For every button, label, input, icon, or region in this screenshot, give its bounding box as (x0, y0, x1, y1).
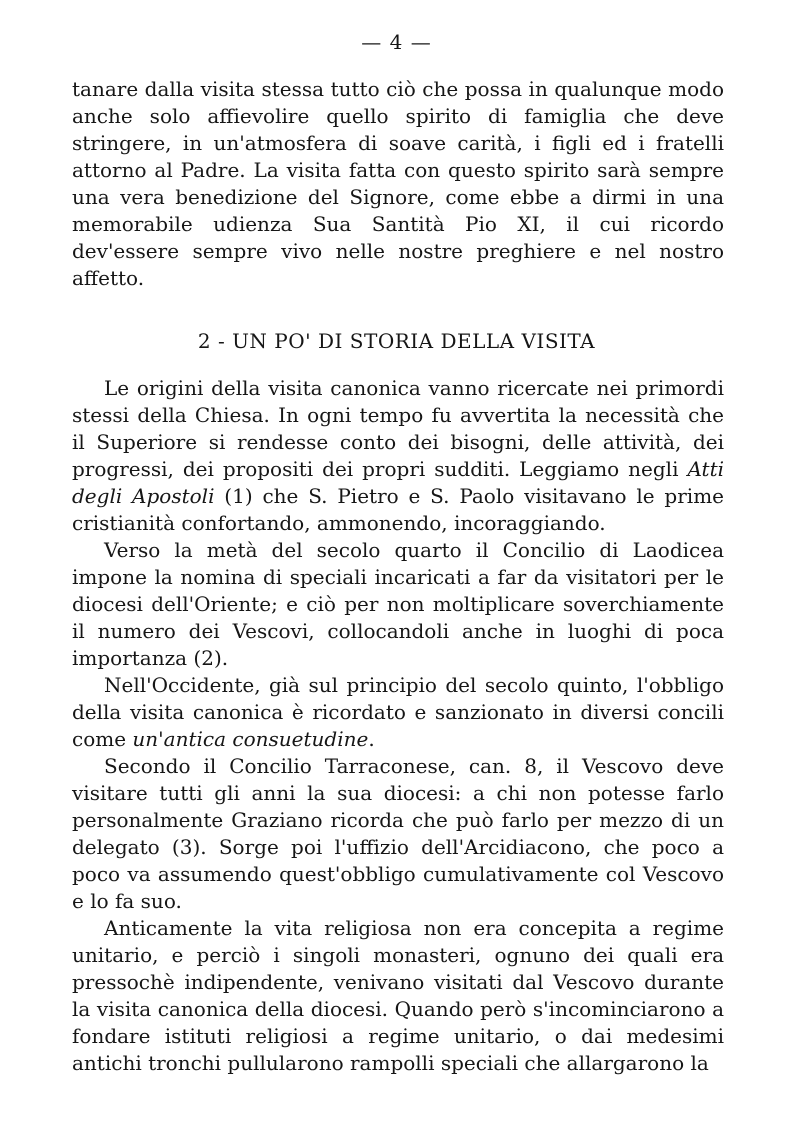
page-number: — 4 — (361, 30, 432, 54)
paragraph-origins (72, 375, 724, 537)
paragraph-laodicea: Verso la metà del secolo quarto il Concilio di Laodicea impone la nomina di speciali incaricati a far da visitatori per le diocesi dell'Oriente; e ciò per non moltiplicare soverchiamente il numero dei Vescovi, collocandoli anche in luoghi di poca importanza (2). (72, 538, 724, 670)
intro-paragraph: tanare dalla visita stessa tutto ciò che possa in qualunque modo anche solo affievolire quello spirito di famiglia che deve stringere, in un'atmosfera di soave carità, i figli ed i fratelli attorno al Padre. La visita fatta con questo spirito sarà sempre una vera benedizione del Signore, come ebbe a dirmi in una memorabile udienza Sua Santità Pio XI, il cui ricordo dev'essere sempre vivo nelle nostre preghiere e nel nostro affetto. (72, 77, 724, 290)
section-heading: 2 - UN PO' DI STORIA DELLA VISITA (197, 329, 596, 353)
paragraph-occidente (72, 672, 724, 753)
section-body (72, 375, 724, 1077)
book-title-italic: Atti degli Apostoli (72, 457, 724, 508)
paragraph-occidente-text-b: . (368, 727, 375, 751)
paragraph-origins-text-a: Le origini della visita canonica vanno ricercate nei primordi stessi della Chiesa. In ogni tempo fu avvertita la necessità che il Superiore si rendesse conto dei bisogni, delle attività, dei progressi, dei propositi dei propri sudditi. Leggiamo negli (72, 376, 724, 481)
paragraph-vita-religiosa: Anticamente la vita religiosa non era concepita a regime unitario, e perciò i singoli monasteri, ognuno dei quali era pressochè indipendente, venivano visitati dal Vescovo durante la visita canonica della diocesi. Quando però s'incominciarono a fondare istituti religiosi a regime unitario, o dai medesimi antichi tronchi pullularono rampolli speciali che allargarono la (72, 916, 724, 1075)
paragraph-tarraconese: Secondo il Concilio Tarraconese, can. 8, il Vescovo deve visitare tutti gli anni la sua diocesi: a chi non potesse farlo personalmente Graziano ricorda che può farlo per mezzo di un delegato (3). Sorge poi l'uffizio dell'Arcidiacono, che poco a poco va assumendo quest'obbligo cumulativamente col Vescovo e lo fa suo. (72, 754, 724, 913)
paragraph-occidente-text-a: Nell'Occidente, già sul principio del secolo quinto, l'obbligo della visita canonica è ricordato e sanzionato in diversi concili come (72, 673, 724, 751)
paragraph-origins-text-b: (1) che S. Pietro e S. Paolo visitavano le prime cristianità confortando, ammonendo, incoraggiando. (72, 484, 724, 535)
intro-paragraph-block (72, 76, 724, 292)
custom-phrase-italic: un'antica consuetudine (132, 727, 369, 751)
